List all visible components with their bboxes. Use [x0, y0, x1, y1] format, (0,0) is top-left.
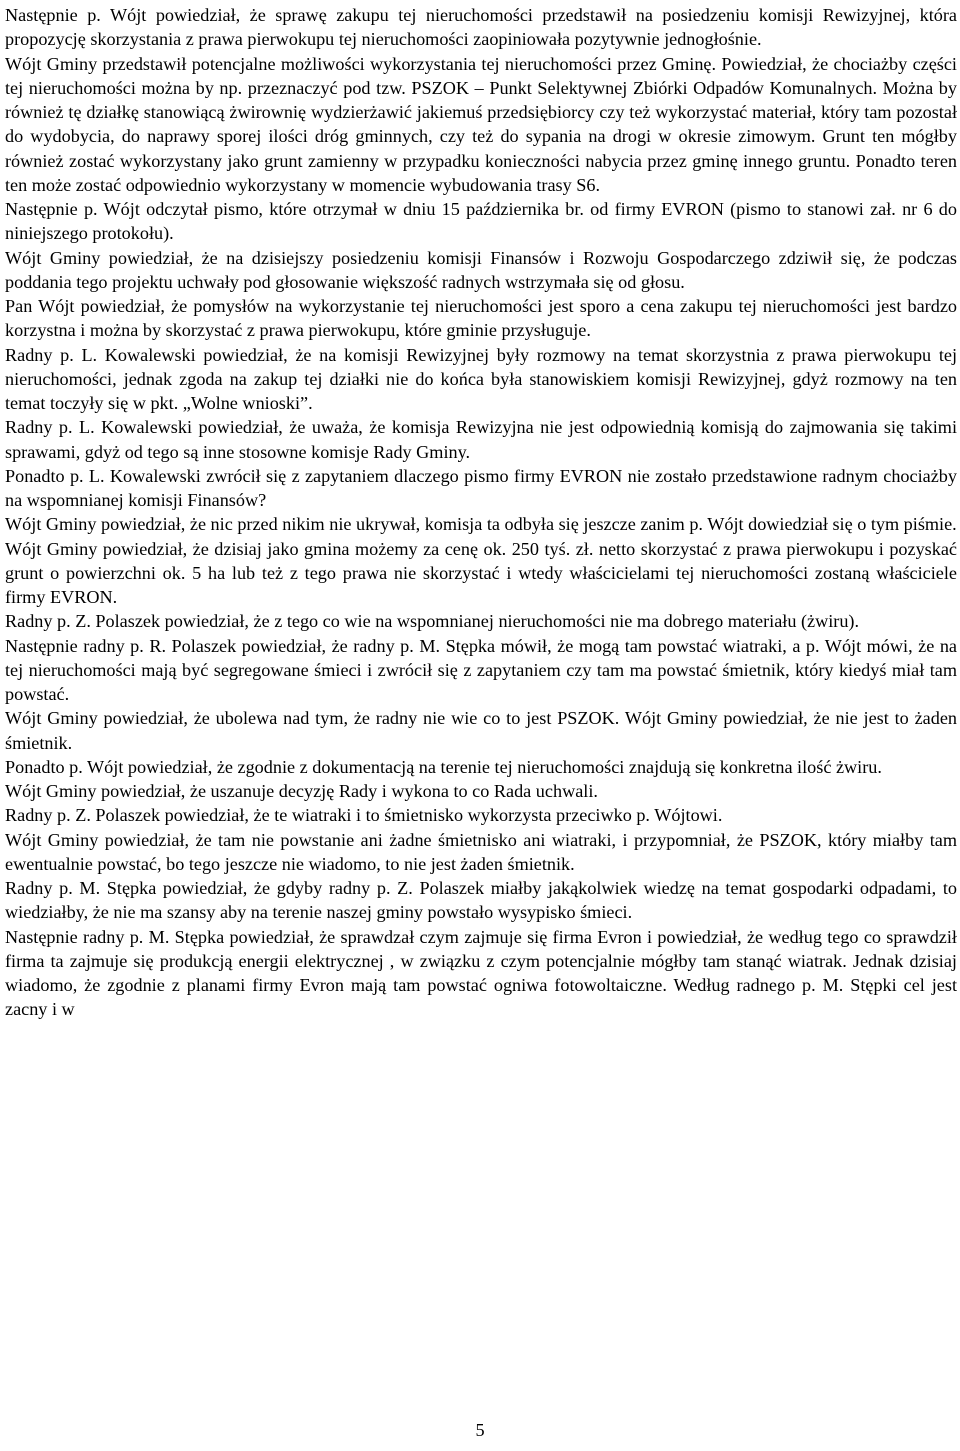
paragraph-13: Wójt Gminy powiedział, że ubolewa nad tym, że radny nie wie co to jest PSZOK. Wójt Gminy powiedział, że nie jest to żaden śmietnik.	[5, 708, 957, 753]
paragraph-14: Ponadto p. Wójt powiedział, że zgodnie z dokumentacją na terenie tej nieruchomości znajdują się konkretna ilość żwiru.	[5, 756, 882, 777]
document-page	[5, 3, 957, 1022]
paragraph-1: Następnie p. Wójt powiedział, że sprawę zakupu tej nieruchomości przedstawił na posiedzeniu komisji Rewizyjnej, która propozycję skorzystania z prawa pierwokupu tej nieruchomości zaopiniowała pozytywnie jednogłośnie.	[5, 5, 957, 50]
paragraph-8: Ponadto p. L. Kowalewski zwrócił się z zapytaniem dlaczego pismo firmy EVRON nie zostało przedstawione radnym chociażby na wspomnianej komisji Finansów?	[5, 465, 957, 510]
paragraph-4: Wójt Gminy powiedział, że na dzisiejszy posiedzeniu komisji Finansów i Rozwoju Gospodarczego zdziwił się, że podczas poddania tego projektu uchwały pod głosowanie większość radnych wstrzymała się od głosu.	[5, 247, 957, 292]
paragraph-9: Wójt Gminy powiedział, że nic przed nikim nie ukrywał, komisja ta odbyła się jeszcze zanim p. Wójt dowiedział się o tym piśmie.	[5, 514, 957, 535]
paragraph-18: Radny p. M. Stępka powiedział, że gdyby radny p. Z. Polaszek miałby jakąkolwiek wiedzę na temat gospodarki odpadami, to wiedziałby, że nie ma szansy aby na terenie naszej gminy powstało wysypisko śmieci.	[5, 878, 957, 923]
paragraph-12: Następnie radny p. R. Polaszek powiedział, że radny p. M. Stępka mówił, że mogą tam powstać wiatraki, a p. Wójt mówi, że na tej nieruchomości mają być segregowane śmieci i zwrócił się z zapytaniem czy tam ma powstać śmietnik, który kiedyś miał tam powstać.	[5, 635, 957, 704]
paragraph-10: Wójt Gminy powiedział, że dzisiaj jako gmina możemy za cenę ok. 250 tyś. zł. netto skorzystać z prawa pierwokupu i pozyskać grunt o powierzchni ok. 5 ha lub też z tego prawa nie skorzystać i wtedy właścicielami tej nieruchomości zostaną właściciele firmy EVRON.	[5, 538, 957, 607]
paragraph-6: Radny p. L. Kowalewski powiedział, że na komisji Rewizyjnej były rozmowy na temat skorzystnia z prawa pierwokupu tej nieruchomości, jednak zgoda na zakup tej działki nie do końca była stanowiskiem komisji Rewizyjnej, gdyż rozmowy na ten temat toczyły się w pkt. „Wolne wnioski”.	[5, 344, 957, 413]
paragraph-16: Radny p. Z. Polaszek powiedział, że te wiatraki i to śmietnisko wykorzysta przeciwko p. Wójtowi.	[5, 805, 723, 826]
paragraph-19: Następnie radny p. M. Stępka powiedział, że sprawdzał czym zajmuje się firma Evron i powiedział, że według tego co sprawdził firma ta zajmuje się produkcją energii elektrycznej , w związku z czym potencjalnie mógłby tam stanąć wiatrak. Jednak dzisiaj wiadomo, że zgodnie z planami firmy Evron mają tam powstać ogniwa fotowoltaiczne. Według radnego p. M. Stępki cel jest zacny i w	[5, 926, 957, 1020]
paragraph-3: Następnie p. Wójt odczytał pismo, które otrzymał w dniu 15 października br. od firmy EVRON (pismo to stanowi zał. nr 6 do niniejszego protokołu).	[5, 199, 957, 244]
paragraph-2: Wójt Gminy przedstawił potencjalne możliwości wykorzystania tej nieruchomości przez Gminę. Powiedział, że chociażby części tej nieruchomości można by np. przeznaczyć pod tzw. PSZOK – Punkt Selektywnej Zbiórki Odpadów Komunalnych. Można by również tę działkę stanowiącą żwirownię wydzierżawić jakiemuś przedsiębiorcy czy też wykorzystać materiał, który tam pozostał do wydobycia, do naprawy sporej ilości dróg gminnych, czy też do sypania na drogi w okresie zimowym. Grunt ten mógłby również zostać wykorzystany jako grunt zamienny w przypadku konieczności nabycia przez gminę innego gruntu. Ponadto teren ten może zostać odpowiednio wykorzystany w momencie wybudowania trasy S6.	[5, 53, 957, 195]
paragraph-11: Radny p. Z. Polaszek powiedział, że z tego co wie na wspomnianej nieruchomości nie ma dobrego materiału (żwiru).	[5, 611, 860, 632]
paragraph-5: Pan Wójt powiedział, że pomysłów na wykorzystanie tej nieruchomości jest sporo a cena zakupu tej nieruchomości jest bardzo korzystna i można by skorzystać z prawa pierwokupu, które gminie przysługuje.	[5, 296, 957, 341]
paragraph-17: Wójt Gminy powiedział, że tam nie powstanie ani żadne śmietnisko ani wiatraki, i przypomniał, że PSZOK, który miałby tam ewentualnie powstać, bo tego jeszcze nie wiadomo, to nie jest żaden śmietnik.	[5, 829, 957, 874]
paragraph-15: Wójt Gminy powiedział, że uszanuje decyzję Rady i wykona to co Rada uchwali.	[5, 781, 598, 801]
page-number: 5	[475, 1420, 485, 1440]
paragraph-7: Radny p. L. Kowalewski powiedział, że uważa, że komisja Rewizyjna nie jest odpowiednią komisją do zajmowania się takimi sprawami, gdyż od tego są inne stosowne komisje Rady Gminy.	[5, 417, 957, 462]
